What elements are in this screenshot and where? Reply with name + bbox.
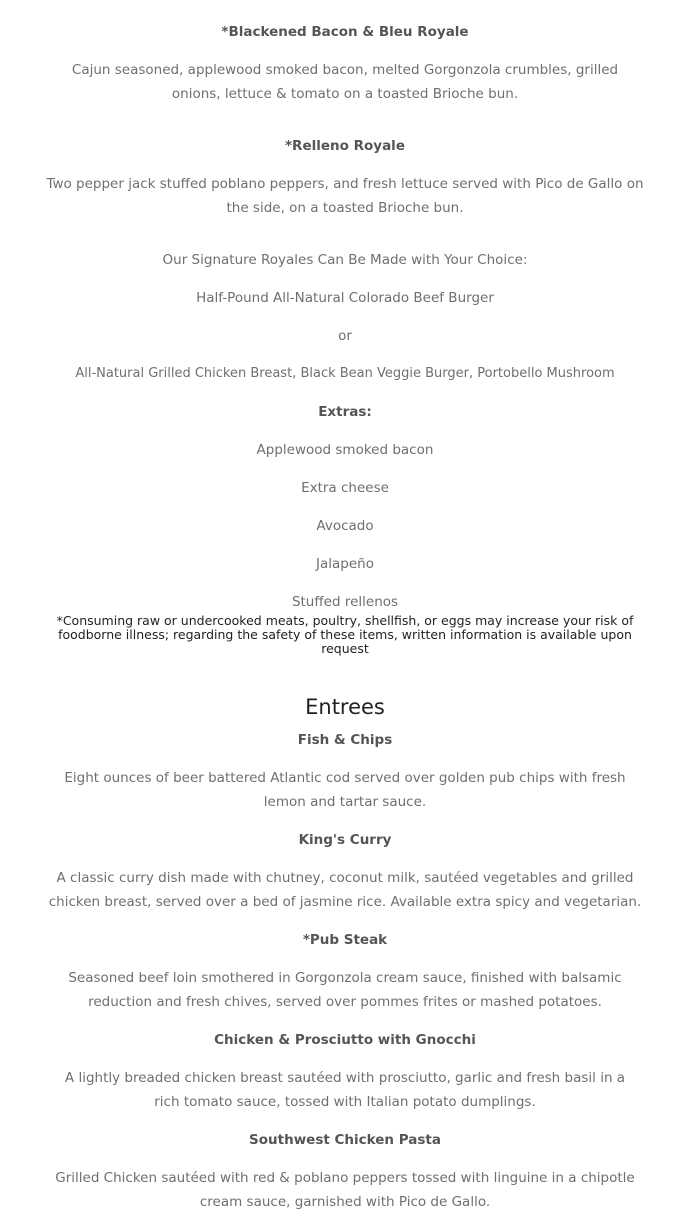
extras-item: Applewood smoked bacon	[256, 442, 434, 458]
menu-item-description: Grilled Chicken sautéed with red & poblano peppers tossed with linguine in a chipotle cream sauce, garnished with Pico de Gallo.	[55, 1170, 635, 1210]
menu-item-name: Chicken & Prosciutto with Gnocchi	[214, 1032, 476, 1048]
menu-item-description: Eight ounces of beer battered Atlantic cod served over golden pub chips with fresh lemon and tartar sauce.	[64, 770, 626, 810]
menu-item-name: King's Curry	[298, 832, 392, 848]
choice-option: Half-Pound All-Natural Colorado Beef Burger	[196, 290, 494, 306]
menu-item-name: Fish & Chips	[297, 732, 393, 748]
menu-item-name: *Pub Steak	[302, 932, 388, 948]
extras-item: Jalapeño	[316, 556, 374, 572]
extras-title: Extras:	[318, 404, 372, 420]
menu-item-description: A classic curry dish made with chutney, coconut milk, sautéed vegetables and grilled chicken breast, served over a bed of jasmine rice. Available extra spicy and vegetarian.	[48, 870, 642, 910]
menu-item-description: A lightly breaded chicken breast sautéed with prosciutto, garlic and fresh basil in a rich tomato sauce, tossed with Italian potato dumplings.	[64, 1070, 626, 1110]
section-heading: Entrees	[305, 695, 385, 719]
menu-item-description: Seasoned beef loin smothered in Gorgonzola cream sauce, finished with balsamic reduction and fresh chives, served over pommes frites or mashed potatoes.	[68, 970, 622, 1010]
extras-item: Extra cheese	[301, 480, 389, 496]
menu-item-name: *Blackened Bacon & Bleu Royale	[221, 24, 469, 40]
choice-option: All-Natural Grilled Chicken Breast, Black Bean Veggie Burger, Portobello Mushroom	[75, 366, 615, 381]
extras-item: Stuffed rellenos	[291, 594, 399, 610]
choice-separator: or	[338, 328, 352, 344]
menu-item-description: Cajun seasoned, applewood smoked bacon, melted Gorgonzola crumbles, grilled onions, lettuce & tomato on a toasted Brioche bun.	[71, 62, 619, 102]
choice-intro: Our Signature Royales Can Be Made with Your Choice:	[162, 252, 528, 268]
menu-item-description: Two pepper jack stuffed poblano peppers, and fresh lettuce served with Pico de Gallo on the side, on a toasted Brioche bun.	[46, 176, 644, 216]
food-safety-disclaimer: *Consuming raw or undercooked meats, poultry, shellfish, or eggs may increase your risk of foodborne illness; regarding the safety of these items, written information is available upon request	[56, 613, 634, 656]
extras-item: Avocado	[316, 518, 374, 534]
menu-item-name: Southwest Chicken Pasta	[249, 1132, 441, 1148]
menu-item-name: *Relleno Royale	[285, 138, 405, 154]
